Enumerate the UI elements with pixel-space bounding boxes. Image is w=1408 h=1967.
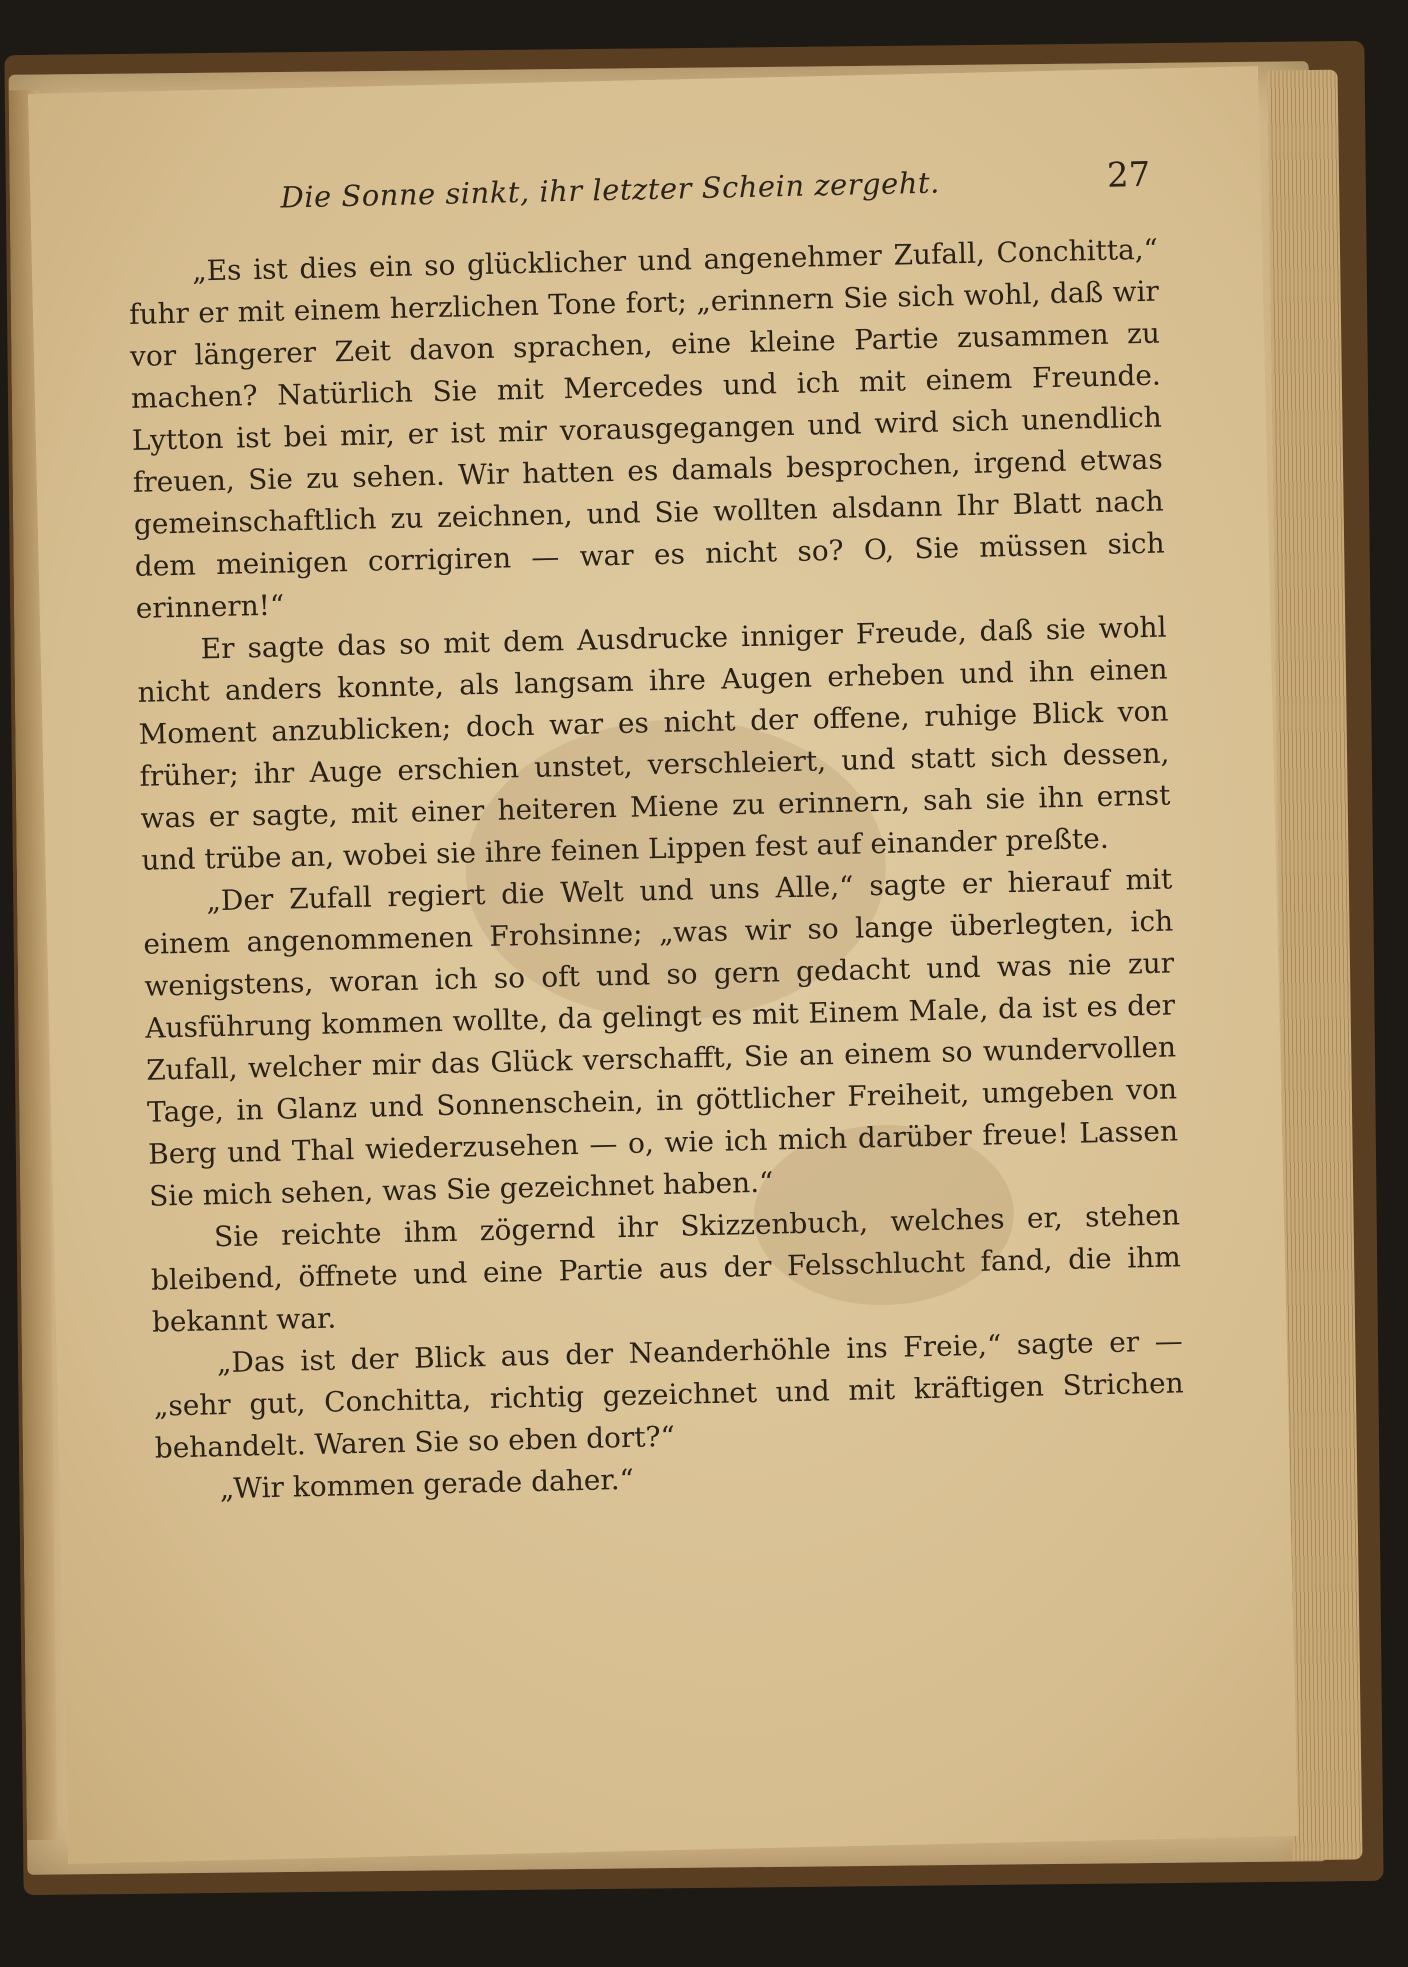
paragraph: „Der Zufall regiert die Welt und uns Alle,“ sagte er hierauf mit einem angenommenen Frohsinne; „was wir so lange überlegten, ich wenigstens, woran ich so oft und so gern gedacht und was nie zur Ausführung kommen wollte, da gelingt es mit Einem Male, da ist es der Zufall, welcher mir das Glück verschafft, Sie an einem so wundervollen Tage, in Glanz und Sonnenschein, in göttlicher Freiheit, umgeben von Berg und Thal wiederzusehen — o, wie ich mich darüber freue! Lassen Sie mich sehen, was Sie gezeichnet haben.“ [143, 862, 1179, 1213]
running-title: Die Sonne sinkt, ihr letzter Schein zergeht. [280, 165, 941, 215]
paragraph: „Es ist dies ein so glücklicher und angenehmer Zufall, Conchitta,“ fuhr er mit einem herzlichen Tone fort; „erinnern Sie sich wohl, daß wir vor längerer Zeit davon sprachen, eine kleine Partie zusammen zu machen? Natürlich Sie mit Mercedes und ich mit einem Freunde. Lytton ist bei mir, er ist mir vorausgegangen und wird sich unendlich freuen, Sie zu sehen. Wir hatten es damals besprochen, irgend etwas gemeinschaftlich zu zeichnen, und Sie wollten alsdann Ihr Blatt nach dem meinigen corrigiren — war es nicht so? O, Sie müssen sich erinnern!“ [128, 232, 1165, 625]
page-number: 27 [1106, 154, 1151, 196]
paragraph: Er sagte das so mit dem Ausdrucke inniger Freude, daß sie wohl nicht anders konnte, als langsam ihre Augen erheben und ihn einen Moment anzublicken; doch war es nicht der offene, ruhige Blick von früher; ihr Auge erschien unstet, verschleiert, und statt sich dessen, was er sagte, mit einer heiteren Miene zu erinnern, sah sie ihn ernst und trübe an, wobei sie ihre feinen Lippen fest auf einander preßte. [137, 610, 1171, 877]
paragraph: „Wir kommen gerade daher.“ [219, 1462, 635, 1506]
book-page [28, 66, 1298, 1863]
page-body [128, 229, 1186, 1512]
paragraph: Sie reichte ihm zögernd ihr Skizzenbuch, welches er, stehen bleibend, öffnete und eine Partie aus der Felsschlucht fand, die ihm bekannt war. [150, 1198, 1182, 1339]
page-header [280, 154, 1151, 231]
paragraph: „Das ist der Blick aus der Neanderhöhle ins Freie,“ sagte er — „sehr gut, Conchitta, richtig gezeichnet und mit kräftigen Strichen behandelt. Waren Sie so eben dort?“ [153, 1324, 1184, 1465]
